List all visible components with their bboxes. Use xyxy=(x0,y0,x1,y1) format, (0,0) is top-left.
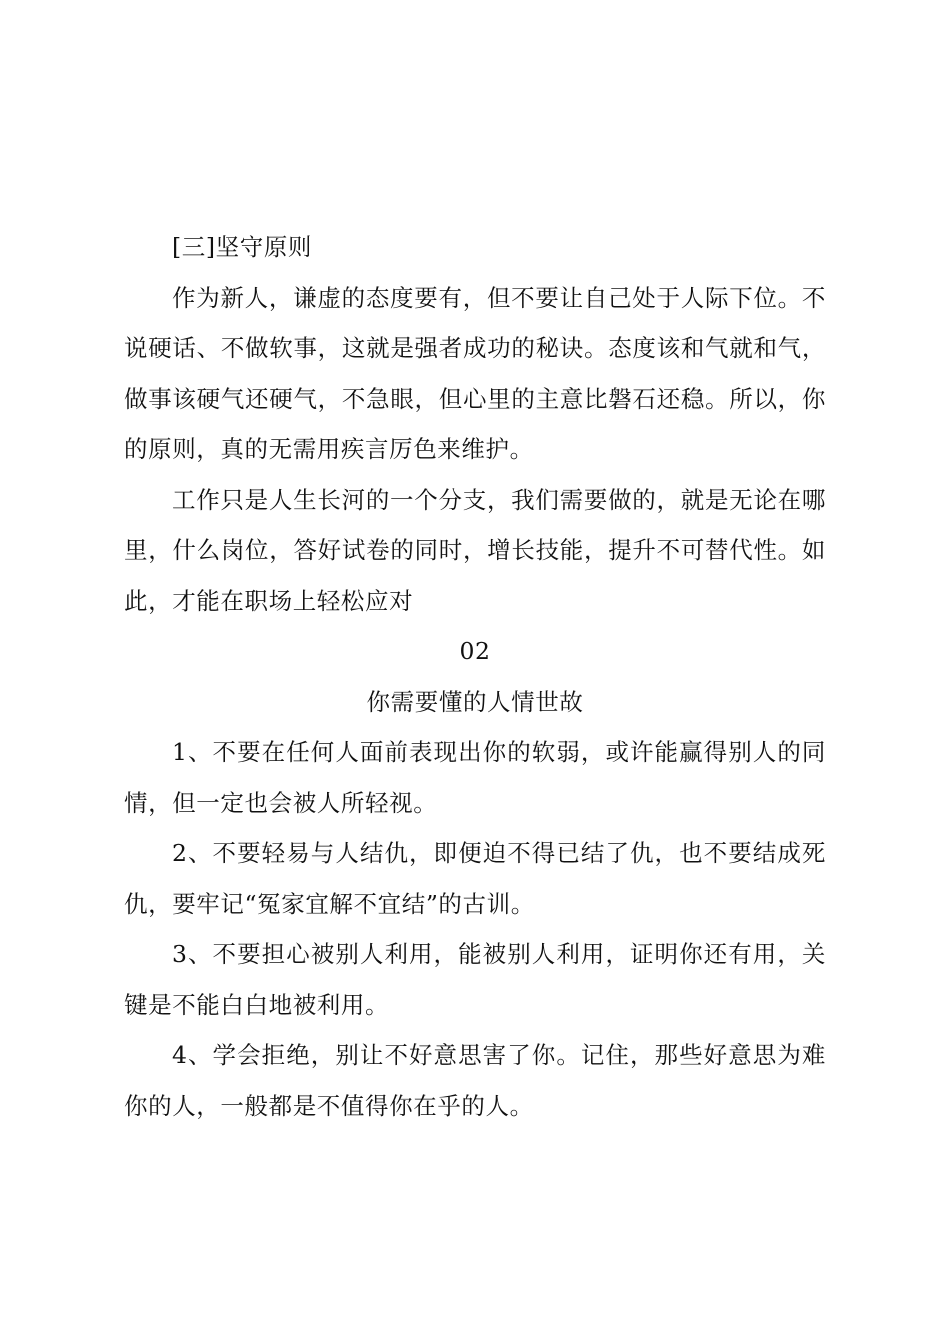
section-number: 02 xyxy=(459,637,491,665)
paragraph-work: 工作只是人生长河的一个分支，我们需要做的，就是无论在哪里，什么岗位，答好试卷的同时，增长技能，提升不可替代性。如此，才能在职场上轻松应对 xyxy=(124,485,826,615)
list-item-3: 3、不要担心被别人利用，能被别人利用，证明你还有用，关键是不能白白地被利用。 xyxy=(124,940,826,1019)
list-item-4: 4、学会拒绝，别让不好意思害了你。记住，那些好意思为难你的人，一般都是不值得你在乎的人。 xyxy=(124,1041,826,1120)
section-title: 你需要懂的人情世故 xyxy=(366,687,584,716)
list-item-1: 1、不要在任何人面前表现出你的软弱，或许能赢得别人的同情，但一定也会被人所轻视。 xyxy=(124,738,826,817)
list-item-2: 2、不要轻易与人结仇，即便迫不得已结了仇，也不要结成死仇，要牢记“冤家宜解不宜结”的古训。 xyxy=(124,839,826,918)
section-heading-principle: [三]坚守原则 xyxy=(172,233,313,261)
paragraph-principle: 作为新人，谦虚的态度要有，但不要让自己处于人际下位。不说硬话、不做软事，这就是强者成功的秘诀。态度该和气就和气，做事该硬气还硬气，不急眼，但心里的主意比磐石还稳。所以，你的原则，真的无需用疾言厉色来维护。 xyxy=(124,283,826,463)
document-body xyxy=(124,222,826,1131)
